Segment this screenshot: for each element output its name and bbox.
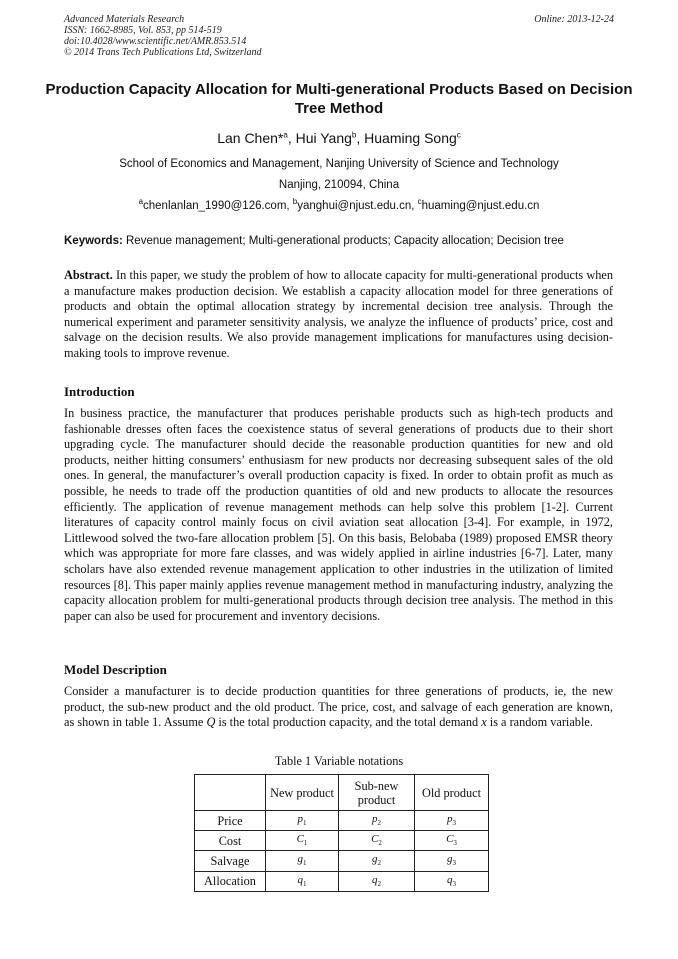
email-mark: a (138, 197, 144, 207)
variable-Q: Q (206, 715, 216, 730)
variable-subscript: 2 (377, 819, 381, 828)
model-description-text (64, 684, 613, 731)
keywords-label: Keywords: (64, 235, 123, 247)
variable-symbol: g (372, 853, 378, 866)
abstract (64, 268, 613, 362)
table-cell (339, 831, 415, 851)
author-name: Lan Chen* (217, 130, 284, 146)
variable-symbol: g (297, 853, 303, 866)
variable-subscript: 1 (303, 819, 307, 828)
introduction-text: In business practice, the manufacturer that produces perishable products such as high-tech products and fashionable dresses often faces the coexistence status of several generations of products due to their short upgrading cycle. The manufacturer should decide the reasonable production quantities for new and old products, neither hitting consumers’ enthusiasm for new products nor decreasing subsequent sales of the old ones. In general, the manufacturer’s overall production capacity is fixed. In order to obtain profit as much as possible, he needs to trade off the production quantities of old and new products to allocate the resources efficiently. The application of revenue management methods can help solve this problem [1-2]. Current literatures of capacity control mainly focus on civil aviation seat allocation [3-4]. For example, in 1972, Littlewood solved the two-fare allocation problem [5]. On this basis, Belobaba (1989) proposed EMSR theory which was appropriate for more fare classes, and was widely applied in airline industries [6-7]. Later, many scholars have also extended revenue management application to other industries in the utilization of limited resources [8]. This paper mainly applies revenue management method in manufacturing industry, analyzing the capacity allocation problem for multi-generational products through decision tree analysis. The method in this paper can also be used for procurement and inventory decisions. (64, 406, 613, 623)
variable-symbol: C (371, 833, 379, 846)
variable-symbol: C (446, 833, 454, 846)
variable-subscript: 1 (303, 839, 308, 848)
variable-symbol: g (447, 853, 453, 866)
author-affiliation-mark: b (351, 130, 357, 140)
variable-symbol: C (296, 833, 304, 846)
table-cell (266, 831, 339, 851)
model-text-part: Consider a manufacturer is to decide production quantities for three generations of products, ie, the new product, the sub-new product and the old product. The price, cost, and salvage of each generation are known, as shown in table 1. Assume (64, 684, 613, 730)
author-separator: , (287, 130, 296, 146)
author-affiliation-mark: a (283, 130, 288, 140)
table-header-cell: New product (266, 775, 339, 811)
section-heading-introduction: Introduction (64, 384, 135, 399)
row-label: Cost (195, 831, 266, 851)
table-row (195, 851, 489, 871)
table-header-row (195, 775, 489, 811)
email-address[interactable]: huaming@njust.edu.cn (421, 200, 540, 212)
email-mark: b (292, 197, 298, 207)
variable-subscript: 2 (377, 879, 381, 888)
table-cell (415, 871, 489, 891)
variable-subscript: 3 (452, 859, 456, 868)
table-header-cell: Sub-new product (339, 775, 415, 811)
table-row (195, 811, 489, 831)
table-header-cell: Old product (415, 775, 489, 811)
variable-notations-table (194, 774, 489, 892)
online-date: Online: 2013-12-24 (534, 14, 614, 25)
author-separator: , (356, 130, 365, 146)
email-address[interactable]: chenlanlan_1990@126.com, (143, 200, 293, 212)
journal-doi[interactable]: doi:10.4028/www.scientific.net/AMR.853.514 (64, 36, 247, 47)
variable-x: x (481, 715, 487, 730)
table-cell (266, 851, 339, 871)
variable-subscript: 2 (378, 839, 382, 848)
journal-copyright: © 2014 Trans Tech Publications Ltd, Switzerland (64, 47, 262, 58)
paper-title: Production Capacity Allocation for Multi-generational Products Based on Decision Tree Method (45, 81, 633, 117)
table-cell (339, 871, 415, 891)
row-label: Allocation (195, 871, 266, 891)
table-header-cell (195, 775, 266, 811)
abstract-label: Abstract. (64, 268, 113, 282)
journal-name: Advanced Materials Research (64, 14, 185, 25)
keywords (64, 234, 614, 248)
table-row (195, 831, 489, 851)
table-cell (266, 811, 339, 831)
table-caption: Table 1 Variable notations (274, 754, 404, 768)
variable-subscript: 2 (377, 859, 381, 868)
table-cell (339, 811, 415, 831)
table-cell (339, 851, 415, 871)
model-text-part: is the total production capacity, and the total demand (215, 715, 482, 730)
author-affiliation-mark: c (456, 130, 461, 140)
variable-subscript: 1 (303, 859, 307, 868)
variable-symbol: q (447, 873, 453, 886)
table-cell (415, 811, 489, 831)
variable-symbol: q (297, 873, 303, 886)
variable-symbol: q (372, 873, 378, 886)
table-cell (266, 871, 339, 891)
variable-subscript: 3 (453, 839, 457, 848)
variable-symbol: p (447, 813, 453, 825)
table-row (195, 871, 489, 891)
author-name: Hui Yang (295, 130, 352, 146)
variable-subscript: 3 (452, 819, 456, 828)
email-mark: c (417, 197, 422, 207)
model-text-part: is a random variable. (486, 715, 593, 730)
author-list (40, 129, 638, 147)
journal-issn: ISSN: 1662-8985, Vol. 853, pp 514-519 (64, 25, 222, 36)
journal-header (64, 14, 262, 58)
row-label: Salvage (195, 851, 266, 871)
row-label: Price (195, 811, 266, 831)
affiliation-line-2: Nanjing, 210094, China (278, 179, 400, 191)
abstract-text: In this paper, we study the problem of how to allocate capacity for multi-generational products when a manufacture makes production decision. We establish a capacity allocation model for three generations of products and obtain the optimal allocation strategy by incremental decision tree analysis. Through the numerical experiment and parameter sensitivity analysis, we analyze the influence of products’ price, cost and salvage on the decision results. We also provide management implications for manufactures using decision-making tools to improve revenue. (64, 268, 613, 360)
variable-symbol: p (372, 813, 378, 825)
table-cell (415, 851, 489, 871)
keywords-text: Revenue management; Multi-generational products; Capacity allocation; Decision tree (122, 235, 564, 247)
email-address[interactable]: yanghui@njust.edu.cn, (297, 200, 418, 212)
affiliation-line-1: School of Economics and Management, Nanjing University of Science and Technology (119, 158, 559, 170)
variable-symbol: p (297, 813, 303, 825)
section-heading-model-description: Model Description (64, 662, 167, 677)
variable-subscript: 3 (452, 879, 456, 888)
table-cell (415, 831, 489, 851)
author-name: Huaming Song (364, 130, 457, 146)
variable-subscript: 1 (303, 879, 307, 888)
email-list (40, 199, 638, 213)
